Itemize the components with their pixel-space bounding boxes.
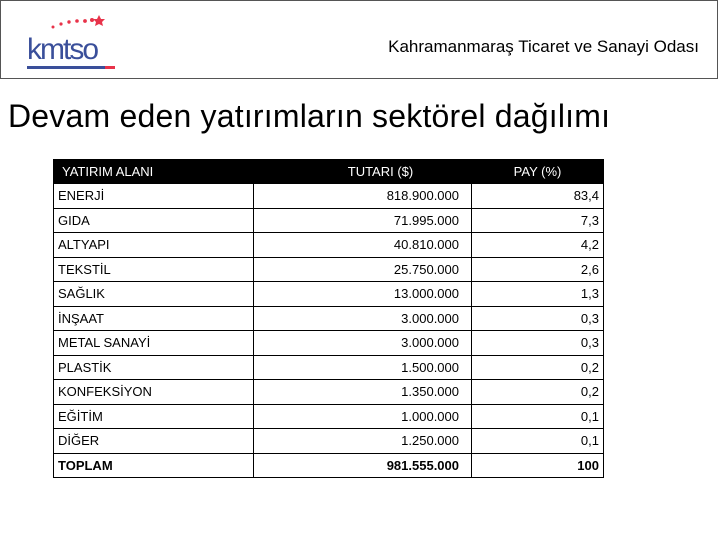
table-row <box>54 380 604 405</box>
table-row <box>54 233 604 258</box>
row-share: 0,2 <box>472 380 604 405</box>
total-share: 100 <box>472 453 604 478</box>
investment-table <box>53 159 604 478</box>
table-row <box>54 184 604 209</box>
table-row <box>54 306 604 331</box>
row-share: 1,3 <box>472 282 604 307</box>
logo-wordmark: kmtso <box>27 33 98 66</box>
row-sector: METAL SANAYİ <box>54 331 254 356</box>
table-row <box>54 257 604 282</box>
row-amount: 818.900.000 <box>254 184 472 209</box>
table-row <box>54 404 604 429</box>
row-share: 0,2 <box>472 355 604 380</box>
row-amount: 25.750.000 <box>254 257 472 282</box>
row-sector: İNŞAAT <box>54 306 254 331</box>
row-share: 0,3 <box>472 331 604 356</box>
table-header-row <box>54 160 604 184</box>
total-label: TOPLAM <box>54 453 254 478</box>
row-sector: ALTYAPI <box>54 233 254 258</box>
row-sector: PLASTİK <box>54 355 254 380</box>
row-amount: 1.250.000 <box>254 429 472 454</box>
table-row <box>54 282 604 307</box>
row-amount: 71.995.000 <box>254 208 472 233</box>
table-row <box>54 429 604 454</box>
page-title: Devam eden yatırımların sektörel dağılımı <box>8 98 611 134</box>
row-share: 0,3 <box>472 306 604 331</box>
row-amount: 1.500.000 <box>254 355 472 380</box>
row-sector: ENERJİ <box>54 184 254 209</box>
row-amount: 3.000.000 <box>254 331 472 356</box>
row-share: 83,4 <box>472 184 604 209</box>
row-amount: 13.000.000 <box>254 282 472 307</box>
table-row <box>54 331 604 356</box>
row-share: 0,1 <box>472 429 604 454</box>
row-sector: EĞİTİM <box>54 404 254 429</box>
total-amount: 981.555.000 <box>254 453 472 478</box>
row-sector: TEKSTİL <box>54 257 254 282</box>
kmtso-logo <box>23 13 123 75</box>
row-amount: 40.810.000 <box>254 233 472 258</box>
row-share: 2,6 <box>472 257 604 282</box>
row-amount: 1.000.000 <box>254 404 472 429</box>
header-bar <box>0 0 718 79</box>
column-header-amount: TUTARI ($) <box>254 160 472 184</box>
row-share: 4,2 <box>472 233 604 258</box>
table-total-row <box>54 453 604 478</box>
column-header-area: YATIRIM ALANI <box>54 160 254 184</box>
row-sector: KONFEKSİYON <box>54 380 254 405</box>
row-share: 0,1 <box>472 404 604 429</box>
row-amount: 1.350.000 <box>254 380 472 405</box>
row-sector: GIDA <box>54 208 254 233</box>
row-sector: DİĞER <box>54 429 254 454</box>
row-share: 7,3 <box>472 208 604 233</box>
row-sector: SAĞLIK <box>54 282 254 307</box>
row-amount: 3.000.000 <box>254 306 472 331</box>
organization-name: Kahramanmaraş Ticaret ve Sanayi Odası <box>388 37 699 56</box>
table-row <box>54 208 604 233</box>
column-header-share: PAY (%) <box>472 160 604 184</box>
table-row <box>54 355 604 380</box>
